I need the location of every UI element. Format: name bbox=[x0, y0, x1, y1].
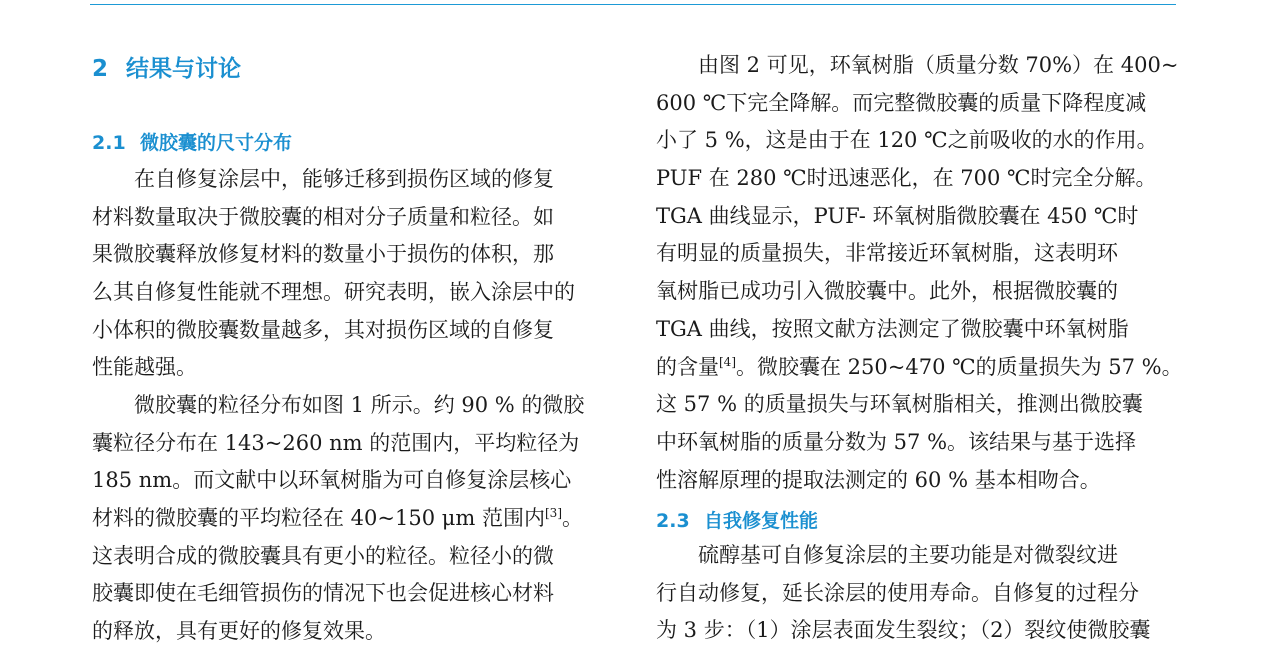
text-line: 氧树脂已成功引入微胶囊中。此外，根据微胶囊的 bbox=[656, 279, 1118, 304]
text-line: 为 3 步：（1）涂层表面发生裂纹；（2）裂纹使微胶囊 bbox=[656, 618, 1151, 643]
text-line: TGA 曲线显示，PUF- 环氧树脂微胶囊在 450 ℃时 bbox=[656, 203, 1139, 228]
text-line: 微胶囊的粒径分布如图 1 所示。约 90 % 的微胶 bbox=[134, 393, 585, 417]
text-line: 材料数量取决于微胶囊的相对分子质量和粒径。如 bbox=[92, 204, 554, 229]
section-number: 2.3 bbox=[656, 510, 690, 532]
section-heading-2-3 bbox=[656, 506, 818, 533]
text-segment: 。 bbox=[562, 506, 583, 531]
section-number: 2 bbox=[92, 56, 109, 82]
text-line: 有明显的质量损失，非常接近环氧树脂，这表明环 bbox=[656, 241, 1118, 266]
text-line: 小了 5 %，这是由于在 120 ℃之前吸收的水的作用。 bbox=[656, 128, 1158, 153]
paragraph-self-repair bbox=[656, 537, 1178, 650]
text-line: 这 57 % 的质量损失与环氧树脂相关，推测出微胶囊 bbox=[656, 392, 1143, 417]
citation-ref-4[interactable]: [4] bbox=[719, 354, 736, 369]
text-line: PUF 在 280 ℃时迅速恶化，在 700 ℃时完全分解。 bbox=[656, 166, 1157, 191]
text-line: 囊粒径分布在 143~260 nm 的范围内，平均粒径为 bbox=[92, 430, 580, 455]
text-line: 果微胶囊释放修复材料的数量小于损伤的体积，那 bbox=[92, 242, 554, 267]
text-line-with-citation bbox=[92, 500, 612, 538]
paragraph-tga-analysis bbox=[656, 47, 1183, 499]
text-line: TGA 曲线，按照文献方法测定了微胶囊中环氧树脂 bbox=[656, 316, 1129, 341]
text-line: 600 ℃下完全降解。而完整微胶囊的质量下降程度减 bbox=[656, 90, 1147, 115]
section-title-text: 自我修复性能 bbox=[704, 510, 819, 532]
text-line: 185 nm。而文献中以环氧树脂为可自修复涂层核心 bbox=[92, 468, 572, 493]
text-segment: 。微胶囊在 250~470 ℃的质量损失为 57 %。 bbox=[736, 354, 1183, 379]
text-line: 小体积的微胶囊数量越多，其对损伤区域的自修复 bbox=[92, 317, 554, 342]
paragraph-self-healing-coating bbox=[92, 161, 612, 387]
text-line: 由图 2 可见，环氧树脂（质量分数 70%）在 400~ bbox=[698, 53, 1179, 77]
text-line: 胶囊即使在毛细管损伤的情况下也会促进核心材料 bbox=[92, 581, 554, 606]
section-number: 2.1 bbox=[92, 132, 126, 154]
citation-ref-3[interactable]: [3] bbox=[545, 506, 562, 521]
text-segment: 材料的微胶囊的平均粒径在 40~150 μm 范围内 bbox=[92, 506, 545, 531]
section-heading-2 bbox=[92, 50, 241, 83]
section-title-text: 微胶囊的尺寸分布 bbox=[140, 132, 293, 154]
text-line: 在自修复涂层中，能够迁移到损伤区域的修复 bbox=[134, 167, 554, 191]
paragraph-particle-size bbox=[92, 387, 612, 651]
text-line: 的释放，具有更好的修复效果。 bbox=[92, 619, 386, 644]
text-line: 行自动修复，延长涂层的使用寿命。自修复的过程分 bbox=[656, 580, 1139, 605]
top-rule bbox=[90, 4, 1176, 5]
text-line: 性溶解原理的提取法测定的 60 % 基本相吻合。 bbox=[656, 467, 1101, 492]
text-line: 中环氧树脂的质量分数为 57 %。该结果与基于选择 bbox=[656, 429, 1137, 454]
text-line: 硫醇基可自修复涂层的主要功能是对微裂纹进 bbox=[698, 543, 1118, 567]
text-line-with-citation bbox=[656, 349, 1183, 387]
section-heading-2-1 bbox=[92, 128, 292, 155]
text-segment: 的含量 bbox=[656, 354, 719, 379]
text-line: 性能越强。 bbox=[92, 355, 197, 380]
text-line: 这表明合成的微胶囊具有更小的粒径。粒径小的微 bbox=[92, 543, 554, 568]
text-line: 么其自修复性能就不理想。研究表明，嵌入涂层中的 bbox=[92, 280, 575, 305]
section-title-text: 结果与讨论 bbox=[126, 56, 241, 82]
